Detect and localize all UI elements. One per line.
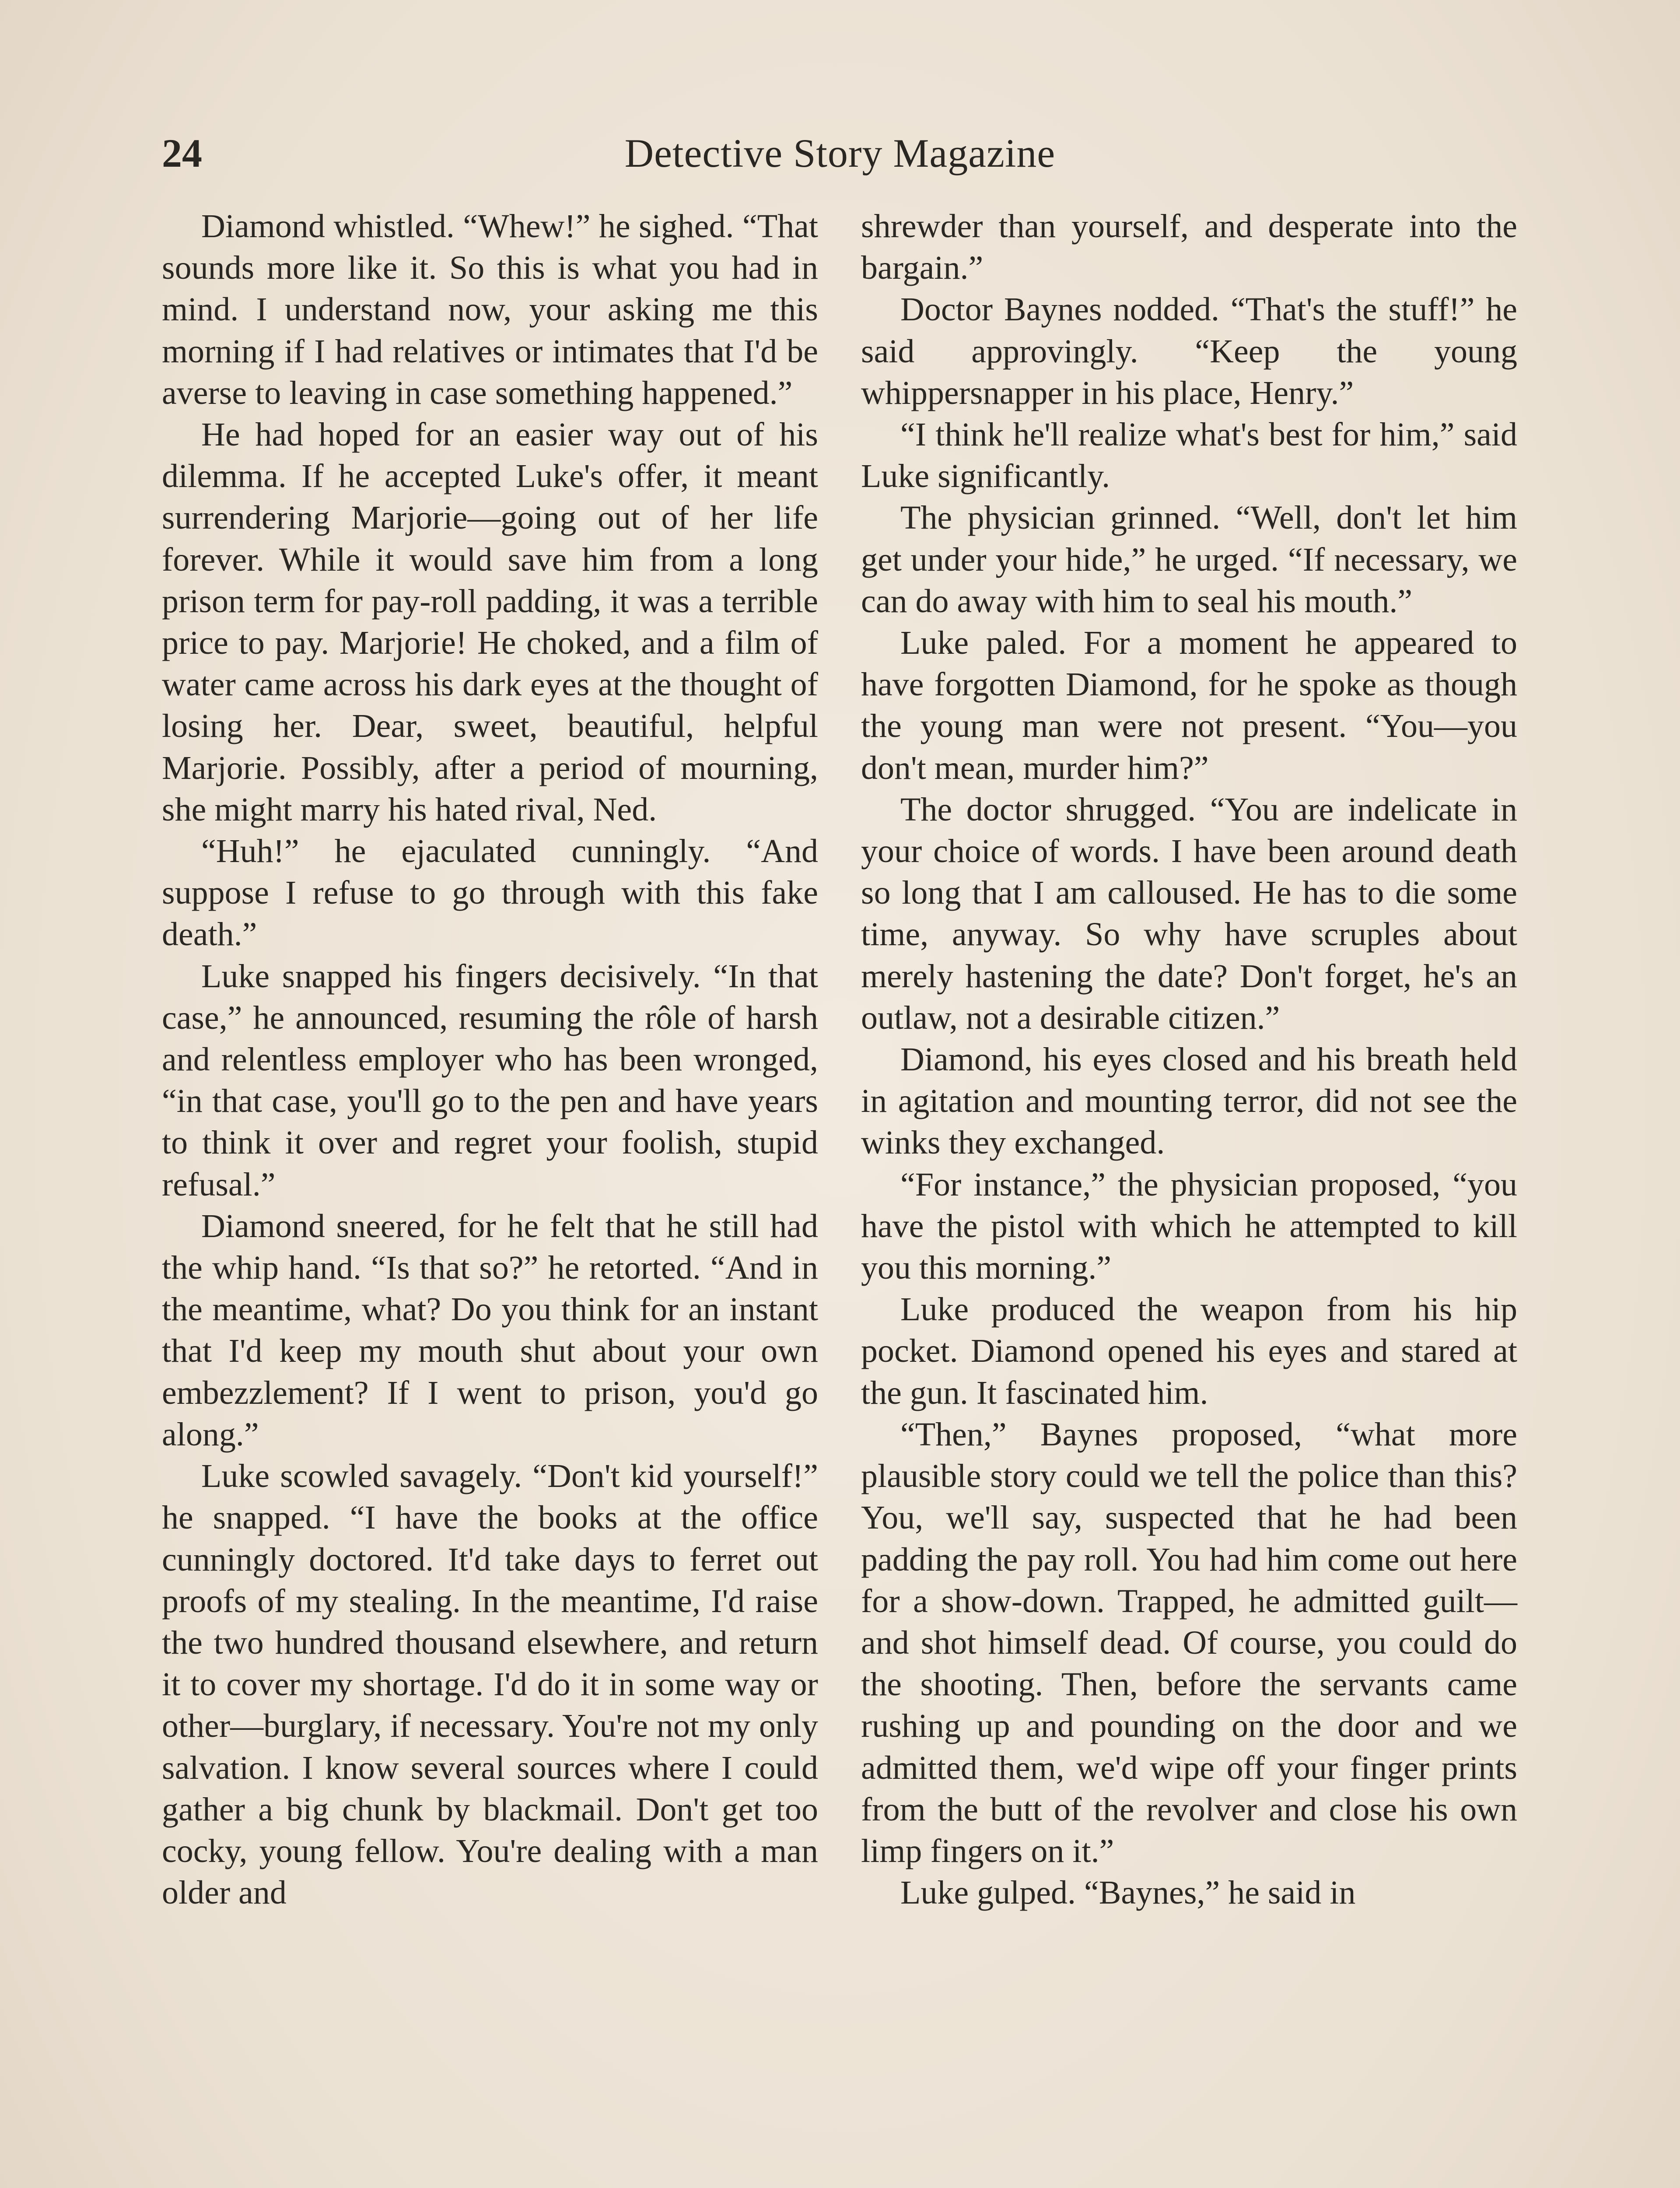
paragraph: Luke snapped his fingers decisively. “In that case,” he announced, resuming the rôle of harsh and relentless employer who has been wronged, “in that case, you'll go to the pen and have years to think it over and regret your foolish, stupid refusal.” (162, 957, 818, 1203)
paragraph: Luke paled. For a moment he appeared to have forgotten Diamond, for he spoke as though the young man were not present. “You—you don't mean, murder him?” (861, 624, 1517, 786)
right-column (861, 206, 1517, 1914)
paragraph: Diamond sneered, for he felt that he still had the whip hand. “Is that so?” he retorted. “And in the meantime, what? Do you think for an instant that I'd keep my mouth shut about your own embezzlement? If I went to prison, you'd go along.” (162, 1207, 818, 1453)
page-header (162, 123, 1518, 184)
paragraph: Luke produced the weapon from his hip pocket. Diamond opened his eyes and stared at the gun. It fascinated him. (861, 1291, 1517, 1411)
page-number: 24 (162, 131, 202, 175)
paragraph: Diamond whistled. “Whew!” he sighed. “That sounds more like it. So this is what you had in mind. I understand now, your asking me this morning if I had relatives or intimates that I'd be averse to leaving in case something happened.” (162, 208, 818, 411)
paragraph: The doctor shrugged. “You are indelicate in your choice of words. I have been around death so long that I am calloused. He has to die some time, anyway. So why have scruples about merely hastening the date? Don't forget, he's an outlaw, not a desirable citizen.” (861, 791, 1517, 1036)
running-title: Detective Story Magazine (624, 131, 1056, 175)
paragraph: The physician grinned. “Well, don't let him get under your hide,” he urged. “If necessary, we can do away with him to seal his mouth.” (861, 499, 1517, 620)
continued-paragraph: shrewder than yourself, and desperate into the bargain.” (861, 208, 1517, 287)
paragraph: “For instance,” the physician proposed, “you have the pistol with which he attempted to kill you this morning.” (861, 1166, 1517, 1287)
paragraph: Diamond, his eyes closed and his breath held in agitation and mounting terror, did not see the winks they exchanged. (861, 1041, 1517, 1161)
paragraph: “Huh!” he ejaculated cunningly. “And suppose I refuse to go through with this fake death.” (162, 833, 818, 953)
paragraph: Luke gulped. “Baynes,” he said in (900, 1874, 1356, 1911)
paragraph: Luke scowled savagely. “Don't kid yourself!” he snapped. “I have the books at the office cunningly doctored. It'd take days to ferret out proofs of my stealing. In the meantime, I'd raise the two hundred thousand elsewhere, and return it to cover my shortage. I'd do it in some way or other—burglary, if necessary. You're not my only salvation. I know several sources where I could gather a big chunk by blackmail. Don't get too cocky, young fellow. You're dealing with a man older and (162, 1458, 818, 1911)
left-column (162, 206, 818, 1914)
paragraph: He had hoped for an easier way out of his dilemma. If he accepted Luke's offer, it meant surrendering Marjorie—going out of her life forever. While it would save him from a long prison term for pay-roll padding, it was a terrible price to pay. Marjorie! He choked, and a film of water came across his dark eyes at the thought of losing her. Dear, sweet, beautiful, helpful Marjorie. Possibly, after a period of mourning, she might marry his hated rival, Ned. (162, 416, 818, 828)
paragraph: Doctor Baynes nodded. “That's the stuff!” he said approvingly. “Keep the young whippersnapper in his place, Henry.” (861, 291, 1517, 411)
paragraph: “Then,” Baynes proposed, “what more plausible story could we tell the police than this? You, we'll say, suspected that he had been padding the pay roll. You had him come out here for a show-down. Trapped, he admitted guilt—and shot himself dead. Of course, you could do the shooting. Then, before the servants came rushing up and pounding on the door and we admitted them, we'd wipe off your finger prints from the butt of the revolver and close his own limp fingers on it.” (861, 1416, 1517, 1869)
paragraph: “I think he'll realize what's best for him,” said Luke significantly. (861, 416, 1517, 495)
